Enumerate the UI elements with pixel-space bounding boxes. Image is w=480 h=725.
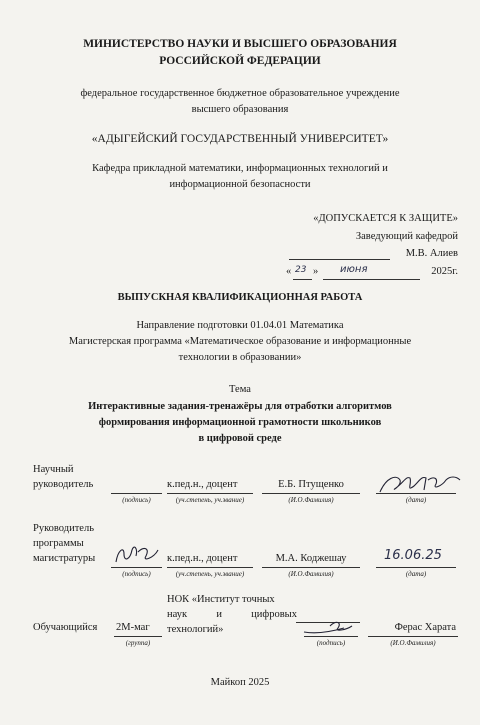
program-head-name-caption: (И.О.Фамилия) <box>288 570 334 578</box>
approval-month: июня <box>340 264 368 275</box>
institution-type-line-2: высшего образования <box>191 104 289 115</box>
department-line-2: информационной безопасности <box>169 179 311 190</box>
approval-title: «ДОПУСКАЕТСЯ К ЗАЩИТЕ» <box>313 213 458 224</box>
program-head-degree-caption: (уч.степень, уч.звание) <box>175 570 245 578</box>
student-signature-line <box>304 636 358 637</box>
student-unit-line-3: технологий» <box>167 624 224 635</box>
student-name-caption: (И.О.Фамилия) <box>390 639 436 647</box>
student-unit-line-2: наук и цифровых <box>167 609 297 620</box>
ministry-line-2: РОССИЙСКОЙ ФЕДЕРАЦИИ <box>159 55 321 67</box>
program-head-role-line-3: магистратуры <box>33 553 96 564</box>
work-type: ВЫПУСКНАЯ КВАЛИФИКАЦИОННАЯ РАБОТА <box>117 292 363 303</box>
topic-line-1: Интерактивные задания-тренажёры для отработки алгоритмов <box>88 401 392 412</box>
approval-day: 23 <box>295 265 307 275</box>
student-signature-caption: (подпись) <box>316 639 346 647</box>
program-head-date: 16.06.25 <box>384 548 442 563</box>
supervisor-name-line <box>262 493 360 494</box>
student-name-line <box>368 636 458 637</box>
supervisor-degree: к.пед.н., доцент <box>167 479 238 490</box>
supervisor-signature-caption: (подпись) <box>122 496 151 504</box>
supervisor-degree-line <box>167 493 253 494</box>
program-head-degree: к.пед.н., доцент <box>167 553 238 564</box>
work-direction: Направление подготовки 01.04.01 Математика <box>136 320 344 331</box>
student-group: 2М-маг <box>116 622 150 633</box>
student-group-caption: (группа) <box>125 639 151 647</box>
approval-position: Заведующий кафедрой <box>355 231 458 242</box>
student-group-line <box>114 636 162 637</box>
supervisor-name-caption: (И.О.Фамилия) <box>288 496 334 504</box>
program-head-signature-image <box>110 540 164 568</box>
program-head-date-caption: (дата) <box>405 570 427 578</box>
student-role: Обучающийся <box>33 622 98 633</box>
supervisor-role-line-1: Научный <box>33 464 74 475</box>
program-head-name: М.А. Коджешау <box>275 553 347 564</box>
program-head-name-line <box>262 567 360 568</box>
student-name: Ферас Харата <box>394 622 456 633</box>
student-signature-image <box>300 612 360 638</box>
approval-day-line <box>293 279 312 280</box>
program-head-signature-caption: (подпись) <box>122 570 151 578</box>
work-program-line-1: Магистерская программа «Математическое образование и информационные <box>68 336 412 347</box>
supervisor-signature-image <box>376 470 466 498</box>
supervisor-date-caption: (дата) <box>405 496 427 504</box>
approval-close-quote: » <box>313 266 319 277</box>
program-head-role-line-2: программы <box>33 538 84 549</box>
program-head-role-line-1: Руководитель <box>33 523 94 534</box>
program-head-date-line <box>376 567 456 568</box>
institution-type-line-1: федеральное государственное бюджетное образовательное учреждение <box>80 88 400 99</box>
supervisor-signature-line <box>111 493 162 494</box>
topic-line-3: в цифровой среде <box>198 433 282 444</box>
approval-year: 2025г. <box>431 266 458 277</box>
work-program-line-2: технологии в образовании» <box>178 352 302 363</box>
university-name: «АДЫГЕЙСКИЙ ГОСУДАРСТВЕННЫЙ УНИВЕРСИТЕТ» <box>91 133 389 145</box>
ministry-line-1: МИНИСТЕРСТВО НАУКИ И ВЫСШЕГО ОБРАЗОВАНИЯ <box>83 38 397 50</box>
department-line-1: Кафедра прикладной математики, информационных технологий и <box>92 163 388 174</box>
student-unit-line-1: НОК «Институт точных <box>167 594 275 605</box>
supervisor-degree-caption: (уч.степень, уч.звание) <box>175 496 245 504</box>
topic-line-2: формирования информационной грамотности школьников <box>98 417 382 428</box>
approval-name: М.В. Алиев <box>405 248 458 259</box>
program-head-degree-line <box>167 567 253 568</box>
supervisor-role-line-2: руководитель <box>33 479 94 490</box>
topic-label: Тема <box>229 384 251 395</box>
approval-signature-line <box>289 259 390 260</box>
city-year: Майкоп 2025 <box>210 677 270 688</box>
supervisor-name: Е.Б. Птущенко <box>278 479 344 490</box>
approval-month-line <box>323 279 420 280</box>
approval-open-quote: « <box>286 266 292 277</box>
